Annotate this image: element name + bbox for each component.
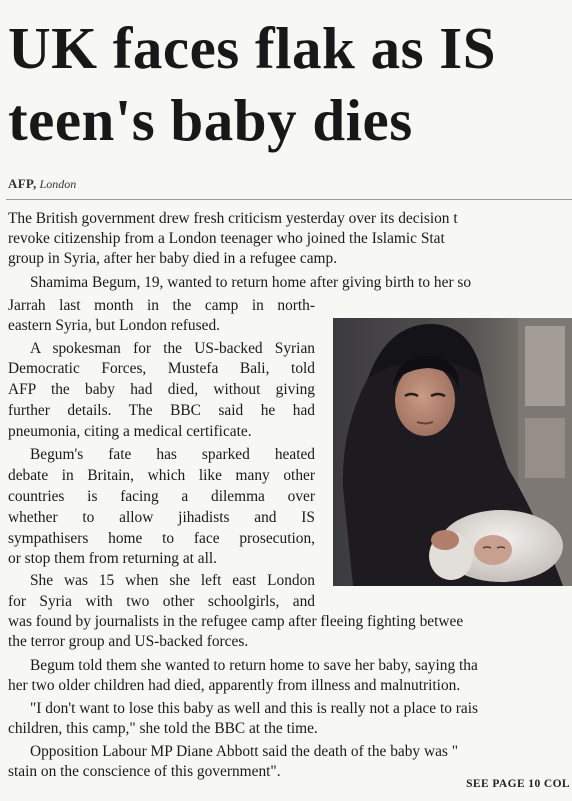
body-line: Democratic Forces, Mustefa Bali, told — [8, 360, 315, 377]
window-pane — [525, 326, 565, 406]
continuation-reference: SEE PAGE 10 COL — [466, 778, 570, 790]
byline-divider — [6, 199, 572, 200]
body-line: or stop them from returning at all. — [8, 550, 218, 567]
photo-illustration — [333, 318, 572, 586]
byline — [8, 176, 76, 192]
body-line: pneumonia, citing a medical certificate. — [8, 423, 252, 440]
body-line: further details. The BBC said he had — [8, 402, 315, 419]
headline — [8, 12, 496, 156]
body-line: children, this camp," she told the BBC at the time. — [8, 720, 318, 737]
body-line: She was 15 when she left east London — [30, 572, 315, 589]
body-line: debate in Britain, which like many other — [8, 467, 315, 484]
body-line: "I don't want to lose this baby as well and this is really not a place to rais — [30, 700, 479, 717]
body-line: the terror group and US-backed forces. — [8, 633, 249, 650]
body-line: A spokesman for the US-backed Syrian — [30, 340, 315, 357]
headline-line-1: UK faces flak as IS — [8, 15, 497, 81]
body-line: Shamima Begum, 19, wanted to return home after giving birth to her so — [30, 274, 472, 291]
body-line: her two older children had died, apparently from illness and malnutrition. — [8, 677, 461, 694]
body-line: sympathisers home to face prosecution, — [8, 530, 315, 547]
news-photo — [333, 318, 572, 586]
body-line: revoke citizenship from a London teenager who joined the Islamic Stat — [8, 230, 445, 247]
baby-face — [474, 535, 512, 565]
body-line: stain on the conscience of this government". — [8, 763, 281, 780]
face — [395, 364, 455, 436]
window-pane — [525, 418, 565, 478]
body-line: AFP the baby had died, without giving — [8, 381, 315, 398]
byline-agency: AFP, — [8, 176, 37, 191]
hand — [431, 530, 459, 550]
body-line: Jarrah last month in the camp in north- — [8, 297, 315, 314]
body-line: Begum told them she wanted to return home to save her baby, saying tha — [30, 657, 478, 674]
body-line: eastern Syria, but London refused. — [8, 317, 220, 334]
body-line: countries is facing a dilemma over — [8, 488, 315, 505]
byline-place: London — [39, 177, 77, 191]
body-line: group in Syria, after her baby died in a refugee camp. — [8, 250, 338, 267]
body-line: The British government drew fresh criticism yesterday over its decision t — [8, 210, 458, 227]
headline-line-2: teen's baby dies — [8, 87, 413, 153]
body-line: Opposition Labour MP Diane Abbott said the death of the baby was " — [30, 743, 459, 760]
body-line: whether to allow jihadists and IS — [8, 509, 315, 526]
body-line: Begum's fate has sparked heated — [30, 446, 315, 463]
body-line: was found by journalists in the refugee camp after fleeing fighting betwee — [8, 613, 464, 630]
body-line: for Syria with two other schoolgirls, and — [8, 593, 315, 610]
